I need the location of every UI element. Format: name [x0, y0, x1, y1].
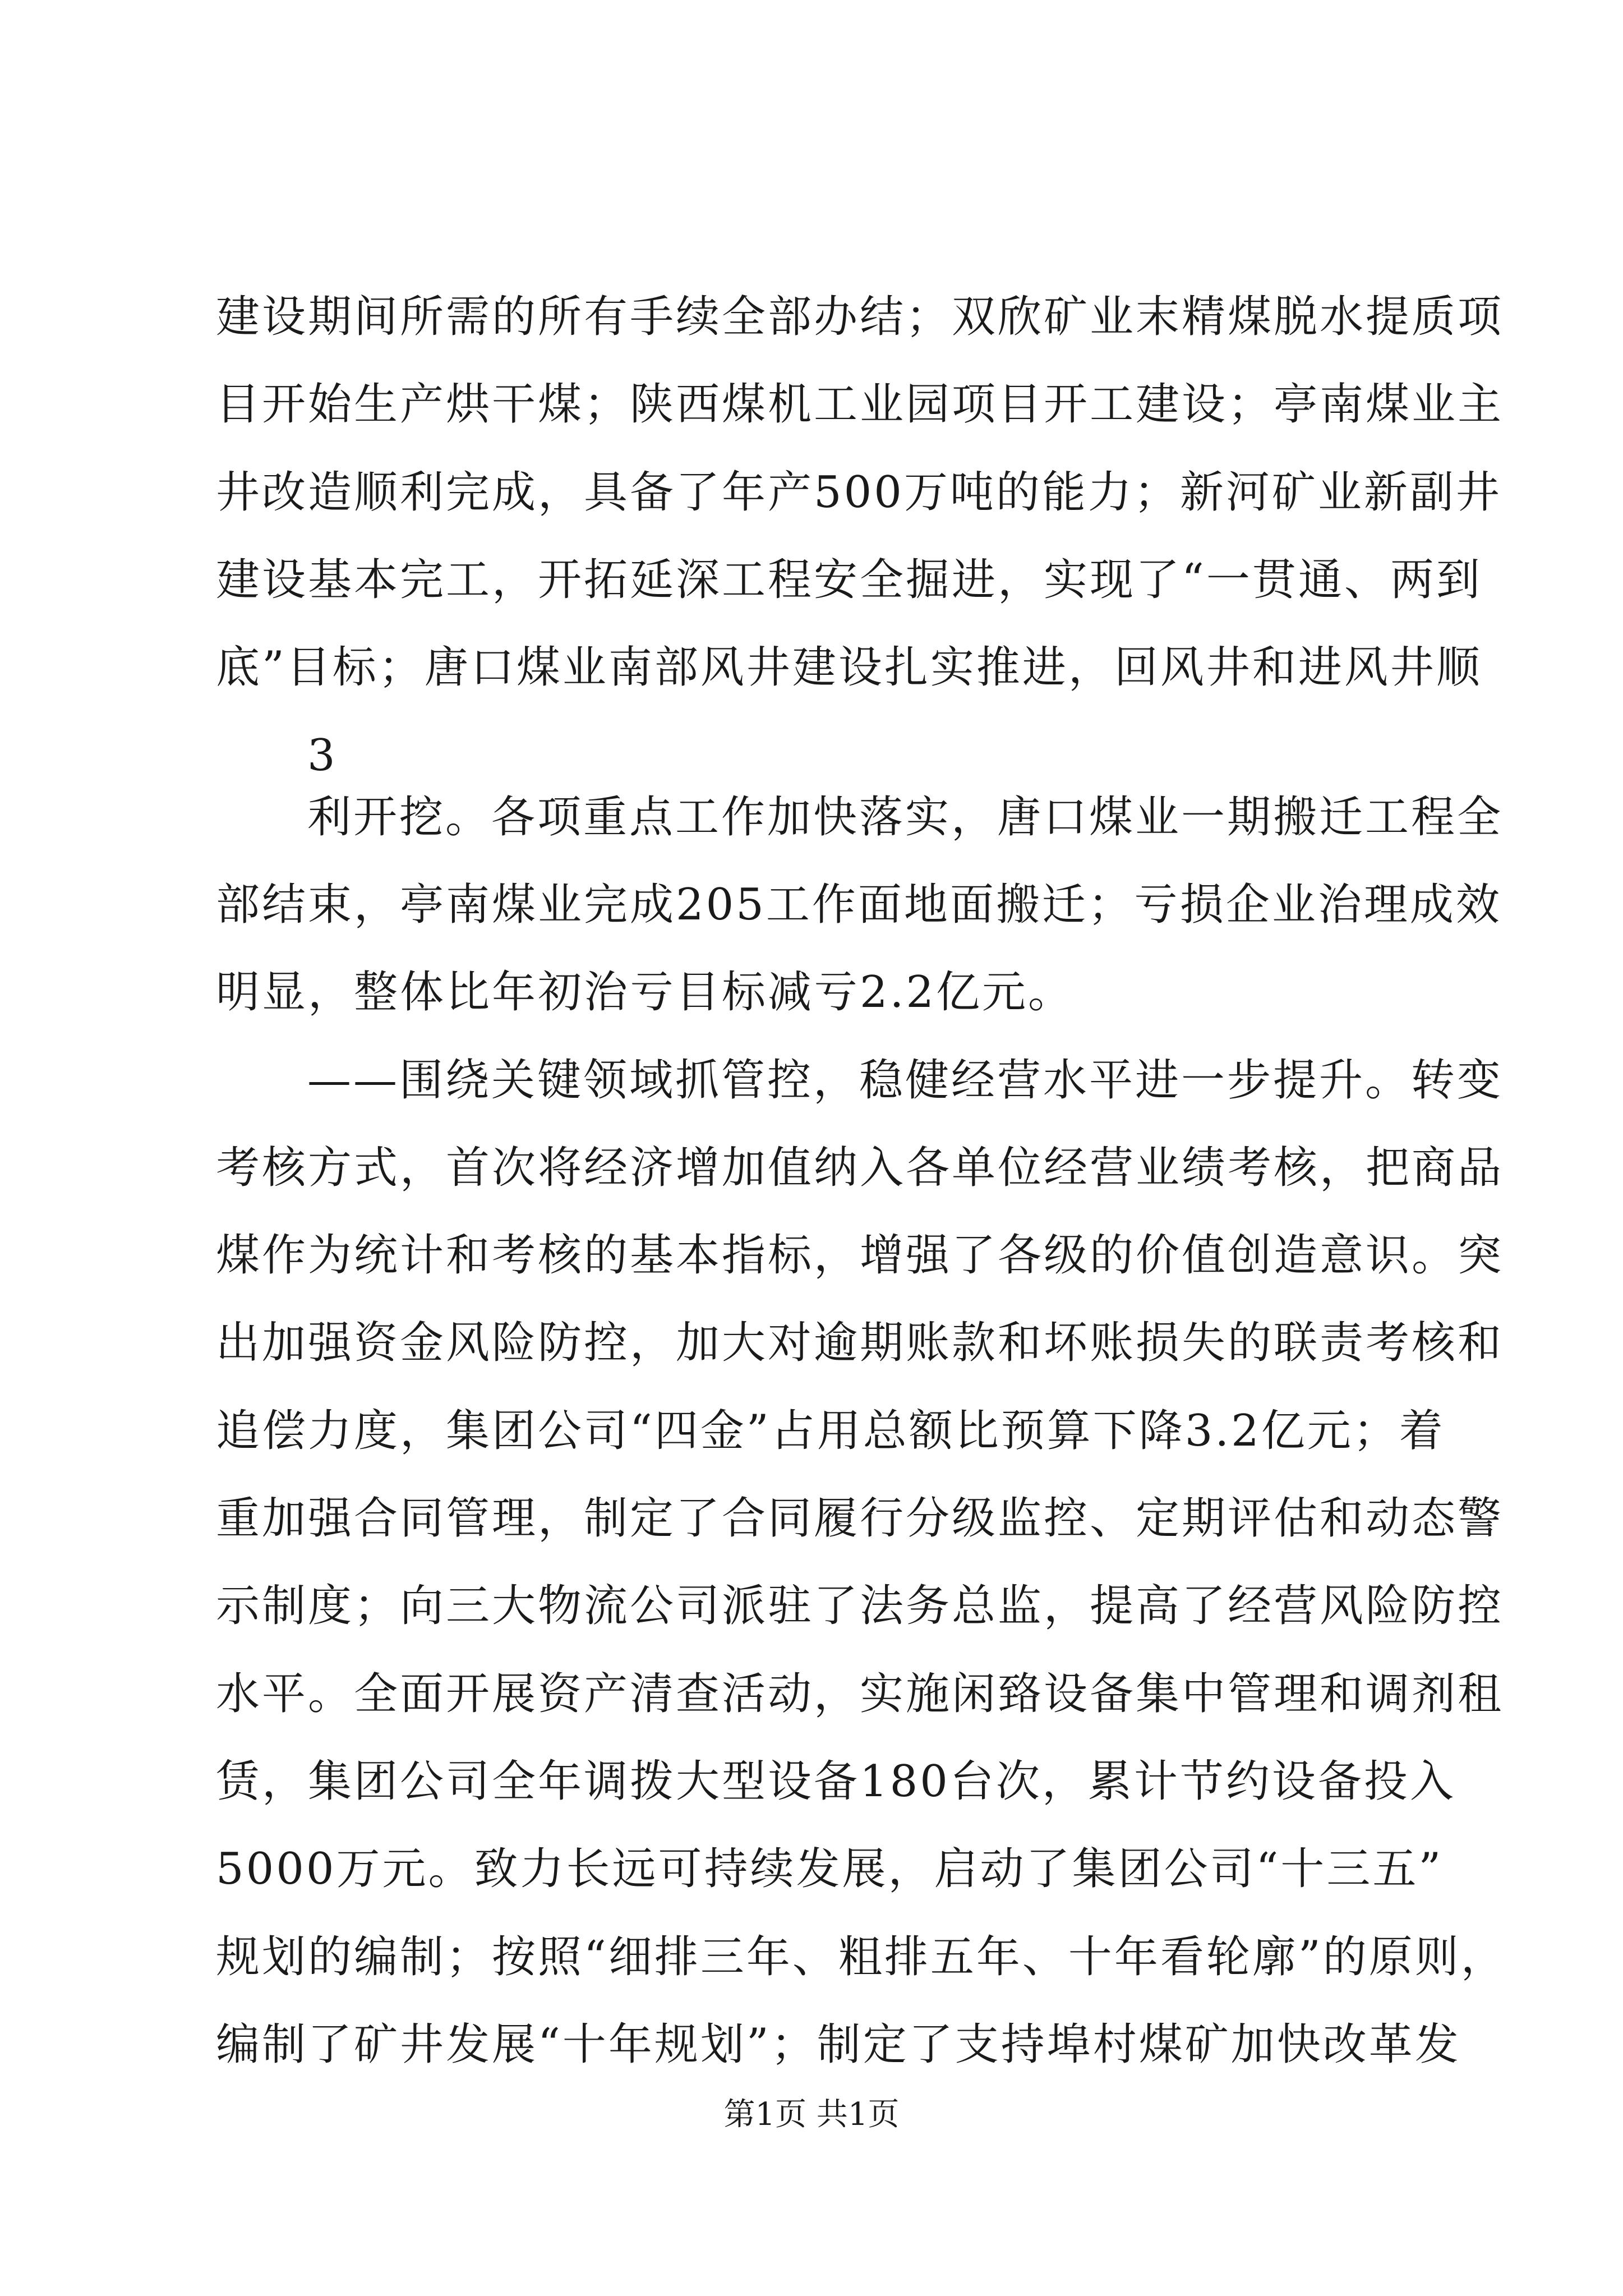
text-line: 追偿力度，集团公司“四金”占用总额比预算下降3.2亿元；着: [216, 1406, 1445, 1456]
text-line: 编制了矿井发展“十年规划”；制定了支持埠村煤矿加快改革发: [216, 2019, 1461, 2070]
text-line: 煤作为统计和考核的基本指标，增强了各级的价值创造意识。突: [216, 1230, 1504, 1281]
text-line: 赁，集团公司全年调拨大型设备180台次，累计节约设备投入: [216, 1756, 1456, 1807]
text-line: 水平。全面开展资产清查活动，实施闲臵设备集中管理和调剂租: [216, 1669, 1504, 1719]
text-line: 目开始生产烘干煤；陕西煤机工业园项目开工建设；亭南煤业主: [216, 379, 1504, 430]
text-line: 重加强合同管理，制定了合同履行分级监控、定期评估和动态警: [216, 1493, 1504, 1544]
text-line: ——围绕关键领域抓管控，稳健经营水平进一步提升。转变: [307, 1055, 1504, 1106]
text-line: 规划的编制；按照“细排三年、粗排五年、十年看轮廓”的原则，: [216, 1932, 1507, 1982]
text-line: 明显，整体比年初治亏目标减亏2.2亿元。: [216, 967, 1075, 1018]
embedded-page-number: 3: [307, 730, 335, 781]
text-line: 利开挖。各项重点工作加快落实，唐口煤业一期搬迁工程全: [307, 792, 1504, 843]
text-line: 考核方式，首次将经济增加值纳入各单位经营业绩考核，把商品: [216, 1143, 1504, 1193]
text-line: 建设基本完工，开拓延深工程安全掘进，实现了“一贯通、两到: [216, 555, 1482, 605]
text-line: 示制度；向三大物流公司派驻了法务总监，提高了经营风险防控: [216, 1581, 1504, 1631]
text-line: 5000万元。致力长远可持续发展，启动了集团公司“十三五”: [216, 1844, 1444, 1894]
page-footer: 第1页 共1页: [723, 2096, 900, 2133]
text-line: 底”目标；唐口煤业南部风井建设扎实推进，回风井和进风井顺: [216, 642, 1482, 693]
text-line: 建设期间所需的所有手续全部办结；双欣矿业末精煤脱水提质项: [216, 292, 1504, 342]
text-line: 井改造顺利完成，具备了年产500万吨的能力；新河矿业新副井: [216, 467, 1502, 518]
text-line: 部结束，亭南煤业完成205工作面地面搬迁；亏损企业治理成效: [216, 880, 1502, 930]
text-line: 出加强资金风险防控，加大对逾期账款和坏账损失的联责考核和: [216, 1318, 1504, 1368]
